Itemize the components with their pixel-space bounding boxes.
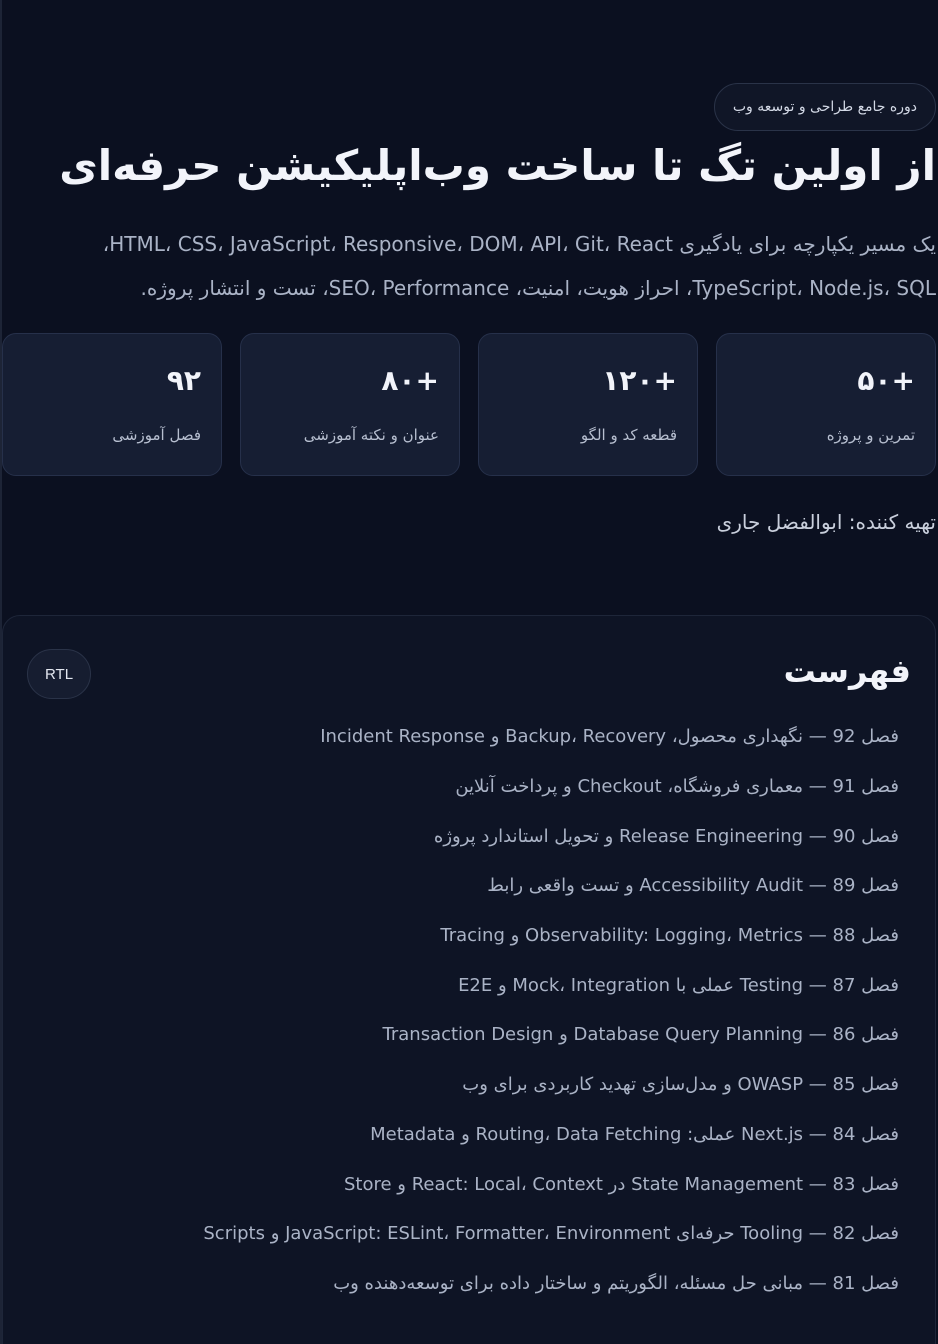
toc-item-chapter-92[interactable]: فصل 92 — نگهداری محصول، Backup، Recovery و Incident Response bbox=[320, 726, 899, 748]
hero-title: از اولین تگ تا ساخت وب‌اپلیکیشن حرفه‌ای bbox=[59, 141, 936, 190]
toc-item-chapter-82[interactable]: فصل 82 — Tooling حرفه‌ای JavaScript: ESLint، Formatter، Environment و Scripts bbox=[203, 1223, 899, 1245]
stat-card-exercises bbox=[716, 333, 936, 476]
toc-item-chapter-86[interactable]: فصل 86 — Database Query Planning و Transaction Design bbox=[382, 1024, 899, 1046]
table-of-contents bbox=[2, 615, 936, 1344]
toc-list bbox=[27, 712, 899, 1308]
stat-label: تمرین و پروژه bbox=[826, 426, 915, 444]
toc-item-chapter-89[interactable]: فصل 89 — Accessibility Audit و تست واقعی رابط bbox=[487, 875, 899, 897]
stat-value: ۹۲ bbox=[166, 364, 201, 397]
stat-card-snippets bbox=[478, 333, 698, 476]
toc-item-chapter-88[interactable]: فصل 88 — Observability: Logging، Metrics و Tracing bbox=[440, 925, 899, 947]
course-badge: دوره جامع طراحی و توسعه وب bbox=[714, 83, 936, 131]
toc-item-chapter-84[interactable]: فصل 84 — Next.js عملی: Routing، Data Fetching و Metadata bbox=[370, 1123, 899, 1145]
toc-item-chapter-90[interactable]: فصل 90 — Release Engineering و تحویل استاندارد پروژه bbox=[433, 825, 899, 847]
stat-value: +۱۲۰ bbox=[602, 364, 677, 397]
hero-description-line: یک مسیر یکپارچه برای یادگیری HTML، CSS، JavaScript، Responsive، DOM، API، Git، React، bbox=[102, 232, 936, 256]
toc-title: فهرست bbox=[783, 652, 911, 690]
stat-value: +۵۰ bbox=[857, 364, 915, 397]
stat-value: +۸۰ bbox=[381, 364, 439, 397]
author-credit: تهیه کننده: ابوالفضل جاری bbox=[716, 510, 936, 534]
stat-label: فصل آموزشی bbox=[112, 426, 201, 444]
toc-item-chapter-91[interactable]: فصل 91 — معماری فروشگاه، Checkout و پرداخت آنلاین bbox=[455, 776, 899, 798]
stat-label: قطعه کد و الگو bbox=[580, 426, 677, 444]
toc-item-chapter-81[interactable]: فصل 81 — مبانی حل مسئله، الگوریتم و ساختار داده برای توسعه‌دهنده وب bbox=[333, 1272, 899, 1294]
hero-description bbox=[36, 222, 936, 310]
stat-label: عنوان و نکته آموزشی bbox=[303, 426, 439, 444]
stat-card-topics bbox=[240, 333, 460, 476]
stat-card-chapters bbox=[2, 333, 222, 476]
direction-toggle-button[interactable]: RTL bbox=[27, 649, 91, 699]
stats-row bbox=[2, 333, 936, 476]
toc-item-chapter-87[interactable]: فصل 87 — Testing عملی با Mock، Integration و E2E bbox=[458, 974, 899, 996]
toc-item-chapter-85[interactable]: فصل 85 — OWASP و مدل‌سازی تهدید کاربردی برای وب bbox=[462, 1074, 899, 1096]
hero-description-line: TypeScript، Node.js، SQL، احراز هویت، امنیت، SEO، Performance، تست و انتشار پروژه. bbox=[140, 276, 936, 300]
toc-item-chapter-83[interactable]: فصل 83 — State Management در React: Local، Context و Store bbox=[343, 1173, 899, 1195]
